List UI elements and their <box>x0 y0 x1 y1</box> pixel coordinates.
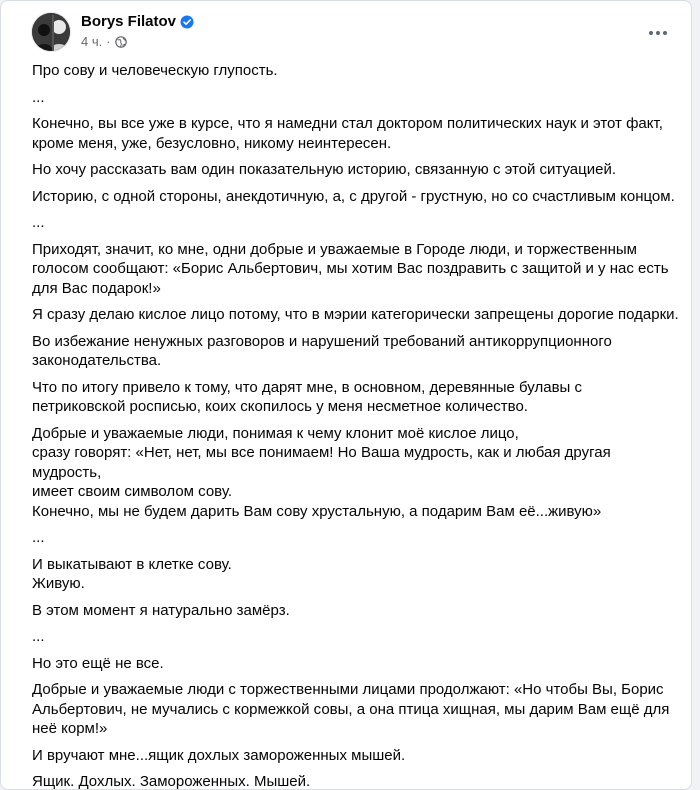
post-paragraph: Добрые и уважаемые люди с торжественными лицами продолжают: «Но чтобы Вы, Борис Альбертович, не мучались с кормежкой совы, а она птица хищная, мы дарим Вам ещё для неё корм!» <box>32 681 670 737</box>
post-meta <box>81 34 127 50</box>
more-options-button[interactable] <box>641 15 675 49</box>
more-options-icon <box>648 23 668 41</box>
globe-icon[interactable] <box>115 36 127 48</box>
post-paragraph: Про сову и человеческую глупость. <box>32 62 278 79</box>
post-paragraph: Во избежание ненужных разговоров и нарушений требований антикоррупционного законодательства. <box>32 332 612 369</box>
post-paragraph: Ящик. Дохлых. Замороженных. Мышей. <box>32 773 311 790</box>
author-line <box>81 13 194 31</box>
post-paragraph: Конечно, вы все уже в курсе, что я намедни стал доктором политических наук и этот факт, кроме меня, уже, безусловно, никому неинтересен. <box>32 115 663 152</box>
post-paragraph: ... <box>32 88 45 106</box>
author-avatar[interactable] <box>31 12 71 52</box>
meta-separator: · <box>106 34 111 49</box>
verified-badge-icon <box>180 15 194 29</box>
post-paragraph: Приходят, значит, ко мне, одни добрые и уважаемые в Городе люди, и торжественным голосом сообщают: «Борис Альбертович, мы хотим Вас поздравить с защитой и у нас есть для Вас подарок!» <box>32 240 669 297</box>
post-timestamp[interactable]: 4 ч. <box>81 34 103 49</box>
post-header <box>1 1 691 63</box>
post-paragraph: ... <box>32 214 45 231</box>
post-paragraph: И вручают мне...ящик дохлых замороженных мышей. <box>32 746 406 764</box>
post-paragraph: Я сразу делаю кислое лицо потому, что в мэрии категорически запрещены дорогие подарки. <box>32 306 679 323</box>
post-paragraph: ... <box>32 529 45 546</box>
post-paragraph: И выкатывают в клетке сову. Живую. <box>32 555 232 592</box>
post-paragraph: Добрые и уважаемые люди, понимая к чему клонит моё кислое лицо, сразу говорят: «Нет, нет, мы все понимаем! Но Ваша мудрость, как и любая другая мудрость, имеет своим символом сову. Конечно, мы не будем дарить Вам сову хрустальную, а подарим Вам её...живую» <box>32 424 611 520</box>
post-paragraph: В этом момент я натурально замёрз. <box>32 601 290 619</box>
post-paragraph: Историю, с одной стороны, анекдотичную, а, с другой - грустную, но со счастливым концом. <box>32 187 675 205</box>
post-text <box>32 61 682 790</box>
author-name[interactable]: Borys Filatov <box>81 13 177 30</box>
post-paragraph: Но это ещё не все. <box>32 654 164 672</box>
avatar-image <box>32 13 71 52</box>
post-paragraph: ... <box>32 628 45 645</box>
post-paragraph: Но хочу рассказать вам один показательную историю, связанную с этой ситуацией. <box>32 161 617 178</box>
post-paragraph: Что по итогу привело к тому, что дарят мне, в основном, деревянные булавы с петриковской росписью, коих скопилось у меня несметное количество. <box>32 378 582 415</box>
